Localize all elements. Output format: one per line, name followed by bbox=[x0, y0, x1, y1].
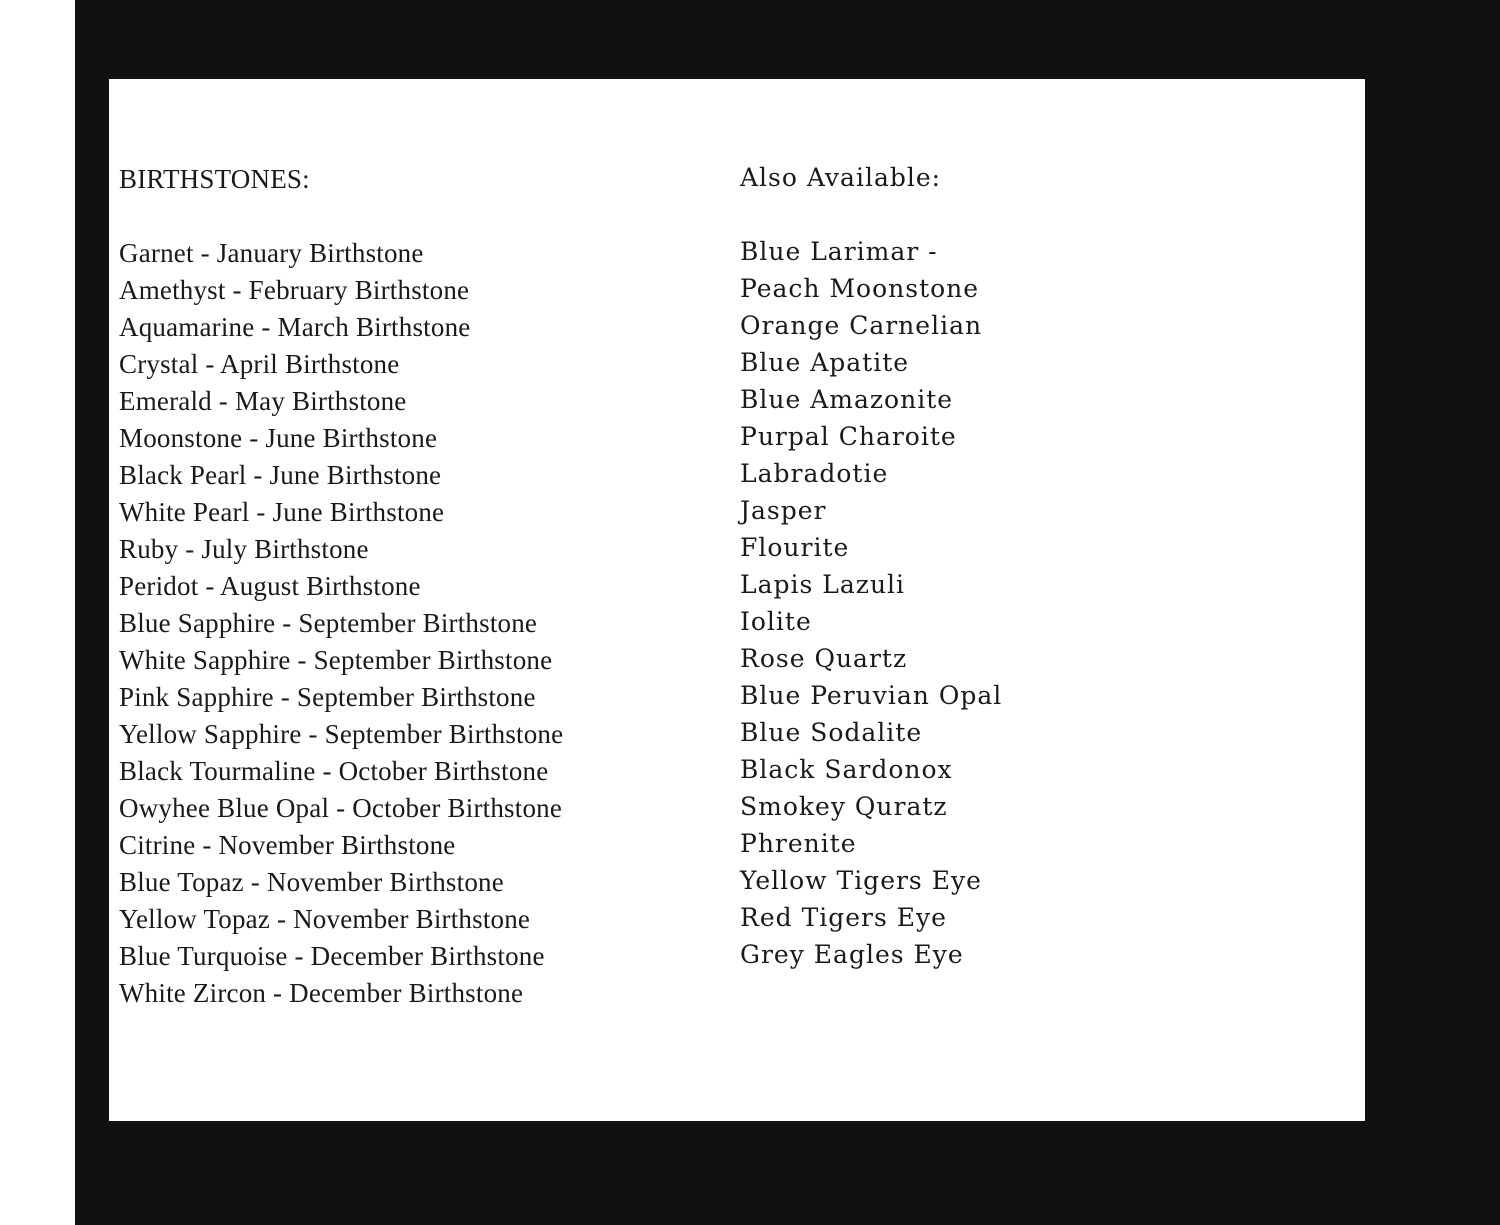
birthstones-list bbox=[119, 235, 563, 1012]
list-item: Peach Moonstone bbox=[740, 274, 980, 303]
list-item: Pink Sapphire - September Birthstone bbox=[119, 682, 536, 712]
also-available-list bbox=[740, 233, 1002, 973]
list-item: Rose Quartz bbox=[740, 644, 908, 673]
list-item: Blue Peruvian Opal bbox=[740, 681, 1003, 710]
list-item: Yellow Tigers Eye bbox=[740, 866, 982, 895]
list-item: Garnet - January Birthstone bbox=[119, 238, 424, 268]
list-item: Blue Amazonite bbox=[740, 385, 954, 414]
list-item: White Sapphire - September Birthstone bbox=[119, 645, 553, 675]
spacer bbox=[740, 196, 1002, 233]
list-item: Flourite bbox=[740, 533, 850, 562]
list-item: Blue Larimar - bbox=[740, 237, 938, 266]
list-item: Red Tigers Eye bbox=[740, 903, 947, 932]
list-item: Moonstone - June Birthstone bbox=[119, 423, 438, 453]
list-item: Smokey Quratz bbox=[740, 792, 948, 821]
list-item: Black Tourmaline - October Birthstone bbox=[119, 756, 549, 786]
list-item: Blue Topaz - November Birthstone bbox=[119, 867, 504, 897]
birthstones-column bbox=[119, 161, 563, 1012]
list-item: Citrine - November Birthstone bbox=[119, 830, 456, 860]
list-item: Blue Sodalite bbox=[740, 718, 923, 747]
document-page bbox=[109, 79, 1365, 1121]
list-item: Owyhee Blue Opal - October Birthstone bbox=[119, 793, 563, 823]
list-item: Grey Eagles Eye bbox=[740, 940, 964, 969]
list-item: Black Pearl - June Birthstone bbox=[119, 460, 442, 490]
list-item: Iolite bbox=[740, 607, 812, 636]
also-available-heading: Also Available: bbox=[740, 163, 942, 192]
list-item: Peridot - August Birthstone bbox=[119, 571, 421, 601]
list-item: Orange Carnelian bbox=[740, 311, 983, 340]
list-item: Black Sardonox bbox=[740, 755, 953, 784]
list-item: Emerald - May Birthstone bbox=[119, 386, 407, 416]
list-item: White Zircon - December Birthstone bbox=[119, 978, 524, 1008]
birthstones-heading: BIRTHSTONES: bbox=[119, 164, 310, 194]
list-item: Yellow Topaz - November Birthstone bbox=[119, 904, 531, 934]
list-item: Purpal Charoite bbox=[740, 422, 957, 451]
list-item: Crystal - April Birthstone bbox=[119, 349, 400, 379]
list-item: White Pearl - June Birthstone bbox=[119, 497, 445, 527]
spacer bbox=[119, 198, 563, 235]
list-item: Labradotie bbox=[740, 459, 889, 488]
list-item: Lapis Lazuli bbox=[740, 570, 906, 599]
list-item: Jasper bbox=[740, 496, 827, 525]
list-item: Phrenite bbox=[740, 829, 857, 858]
list-item: Blue Sapphire - September Birthstone bbox=[119, 608, 538, 638]
list-item: Ruby - July Birthstone bbox=[119, 534, 369, 564]
list-item: Blue Turquoise - December Birthstone bbox=[119, 941, 545, 971]
list-item: Aquamarine - March Birthstone bbox=[119, 312, 471, 342]
list-item: Amethyst - February Birthstone bbox=[119, 275, 470, 305]
list-item: Blue Apatite bbox=[740, 348, 910, 377]
also-available-column bbox=[740, 159, 1002, 973]
list-item: Yellow Sapphire - September Birthstone bbox=[119, 719, 564, 749]
